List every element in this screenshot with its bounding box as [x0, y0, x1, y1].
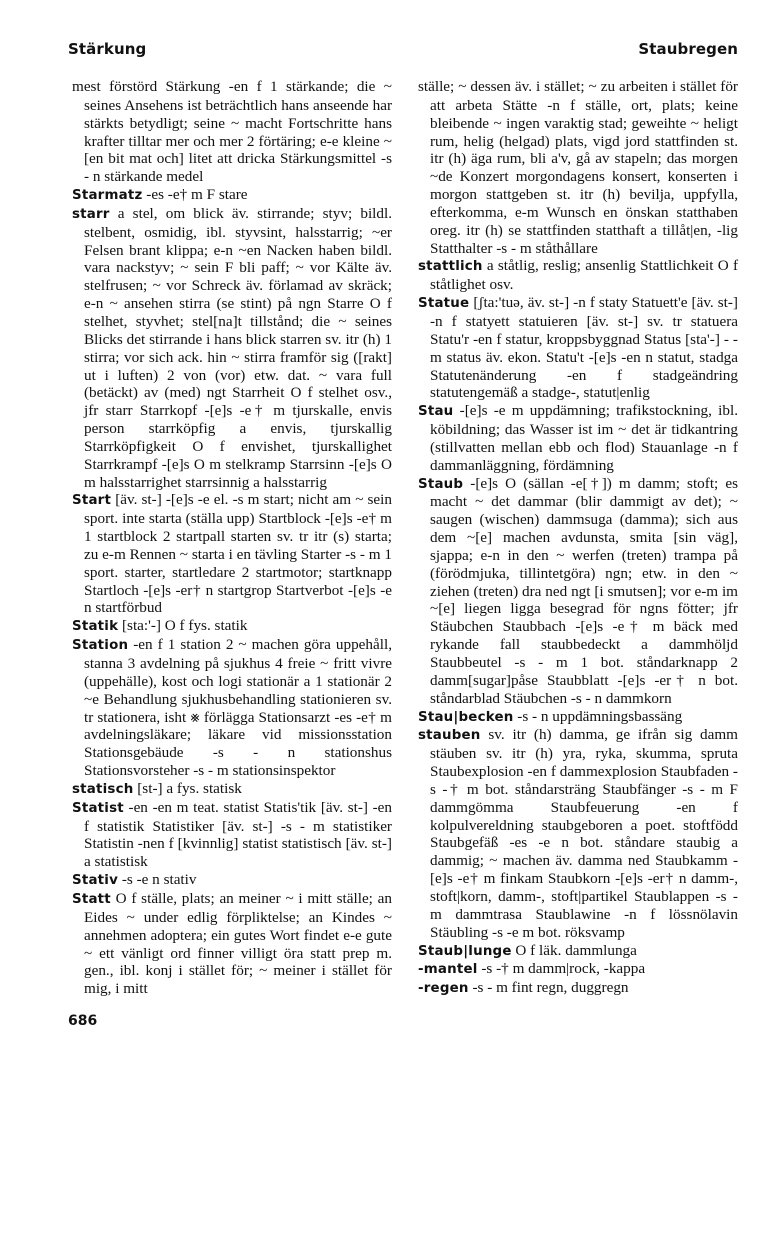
entry-text: a ståtlig, reslig; ansenlig Stattlichkeit O f ståtlighet osv.: [430, 257, 738, 294]
entry: [72, 780, 392, 799]
entry: [72, 205, 392, 492]
headword: Staub|lunge: [418, 943, 512, 959]
entry-text: -s -e n stativ: [118, 871, 197, 889]
entry-text: -s -† m damm|rock, -kappa: [477, 960, 646, 978]
entry-text: O f ställe, plats; an meiner ~ i mitt ställe; an Eides ~ under edlig förpliktelse; an Kindes ~ annehmen adoptera; ein gutes Wort findet e-e gute ~ ett vänligt ord finner villigt öra statt prep m. gen., ibl. konj i stället för; ~ meiner i stället för mig, i mitt: [84, 889, 392, 998]
entry-text: -en -en m teat. statist Statis'tik [äv. st-] -en f statistik Statistiker [äv. st-] -s - m statistiker Statistin -nen f [kvinnlig] statist statistisch [äv. st-] a statistisk: [84, 798, 392, 871]
entry-text: -s - n uppdämningsbassäng: [513, 707, 683, 725]
entry: [72, 78, 392, 186]
entry: [418, 402, 738, 474]
entry-text: ställe; ~ dessen äv. i stället; ~ zu arbeiten i stället för att arbeta Stätte -n f ställe, ort, plats; keine bleibende ~ ingen varaktig stad; geweihte ~ heligt rum, helig (helgad) plats, vigd jord stattfinden st. itr (h) äga rum, bli a'v, gå av stapeln; das morgen ~de Konzert morgondagens konsert, konserten i morgon stattgeben st. itr (h) bevilja, uppfylla, efterkomma, e-m Wunsch en önskan statthaben oreg. itr (h) se stattfinden statthaft a tillåt|en, -lig Statthalter -s - m ståthållare: [418, 78, 738, 257]
headword: statisch: [72, 781, 134, 797]
entry: [72, 491, 392, 617]
entry: [72, 890, 392, 998]
headword: Starmatz: [72, 188, 143, 204]
entry: [72, 799, 392, 871]
entry-text: [äv. st-] -[e]s -e el. -s m start; nicht am ~ sein sport. inte starta (ställa upp) Startblock -[e]s -e† m 1 startblock 2 startpall starten sv. tr itr (s) starta; zu e-m Rennen ~ starta i en tävling Starter -s - m 1 sport. starter, startledare 2 startmotor; startknapp Startloch -[e]s -er† n startgrop Startverbot -[e]s -e n startförbud: [84, 491, 392, 617]
headword: Statue: [418, 296, 470, 312]
entry-text: a stel, om blick äv. stirrande; styv; bildl. stelbent, osmidig, ibl. styvsint, halsstarrig; ~er Felsen brant klippa; e-n ~en Nacken haben bildl. vara nackstyv; ~ sein F bli paff; ~ vor Kälte äv. stelfrusen; ~ vor Schreck äv. förlamad av skräck; e-n ~ ansehen stirra (se stint) på ngn Starre O f stelhet, styvhet; stel[na]t tillstånd; die ~ seines Blicks det stirrande i hans blick starren sv. itr (h) 1 stirra; vor sich ack. hin ~ stirra framför sig ([rakt] ut i luften) 2 von (vor) etw. dat. ~ vara full (betäckt) av (med) ngt Starrheit O f stelhet osv., jfr starr Starrkopf -[e]s -e† m tjurskalle, envis person starrköpfig a envis, tjurskallig Starrköpfigkeit O f envishet, tjurskallighet Starrkrampf -[e]s O m stelkramp Starrsinn -[e]s O m halsstarrighet starrsinnig a halsstarrig: [84, 204, 392, 491]
entry: [418, 726, 738, 941]
headword: Stau: [418, 404, 454, 420]
entry: [418, 960, 738, 979]
entry-text: sv. itr (h) damma, ge ifrån sig damm stäuben sv. itr (h) yra, ryka, skumma, spruta Staubexplosion -en f dammexplosion Staubfaden -s -† m bot. ståndarsträng Staubfänger -s - m F dammgömma Staubfeuerung -en f kolpulvereldning staubgeboren a poet. stoftfödd Staubgefäß -es -e n bot. ståndare staubig a dammig; ~ machen äv. damma ned Staubkamm -[e]s -e† m finkam Staubkorn -[e]s -er† n damm-, stoft|korn, damm-, stoft|partikel Staublappen -s - m dammtrasa Staublawine -n f lössnölavin Stäubling -s -e m bot. röksvamp: [430, 726, 738, 941]
entry: [418, 475, 738, 708]
right-column: [418, 78, 738, 998]
entry: [418, 294, 738, 402]
headword: Start: [72, 493, 112, 509]
headword: Statt: [72, 891, 111, 907]
entry-text: [sta:'-] O f fys. statik: [118, 617, 248, 635]
entry: [418, 979, 738, 998]
page-number: 686: [68, 1013, 98, 1029]
headword: Staub: [418, 476, 464, 492]
entry-text: -[e]s O (sällan -e[†]) m damm; stoft; es macht ~ det dammar (blir dammigt av det); ~ saugen (wischen) dammsuga (damma); sich aus dem ~[e] machen avdunsta, smita [sin väg], sjappa; e-n in den ~ werfen (treten) trampa på (förödmjuka, tillintetgöra) ngn; etw. in den ~ ziehen (treten) dra ned ngt [i smutsen]; vor e-m im ~[e] liegen ligga besegrad för ngns fötter; jfr Stäubchen Staubbach -[e]s -e† m bäck med rykande fall staubbedeckt a dammhöljd Staubbeutel -s - m 1 bot. ståndarknapp 2 damm[sugar]påse Staubblatt -[e]s -er† n bot. ståndarblad Stäubchen -s - n dammkorn: [430, 474, 738, 707]
headword: Stau|becken: [418, 709, 514, 725]
entry: [418, 708, 738, 727]
entry-text: -[e]s -e m uppdämning; trafikstockning, ibl. köbildning; das Wasser ist im ~ det är tidkantring (stillvatten mellan ebb och flod) Stauanlage -n f dammanläggning, fördämning: [430, 402, 738, 474]
entry: [418, 78, 738, 257]
entry-text: [st-] a fys. statisk: [133, 779, 242, 797]
entry: [418, 942, 738, 961]
entry-text: [ʃta:'tuə, äv. st-] -n f staty Statuett'e [äv. st-] -n f statyett statuieren [äv. st-] sv. tr statuera Statu'r -en f statur, kroppsbyggnad Status [sta'-] - - m status äv. ekon. Statu't -[e]s -en n statut, stadga Statutenänderung -en f stadgeändring statutengemäß a stadge-, statut|enlig: [430, 294, 738, 402]
headword: Statik: [72, 619, 119, 635]
running-head-right: Staubregen: [638, 40, 738, 58]
headword: Stativ: [72, 873, 119, 889]
entry: [72, 636, 392, 780]
headword: -regen: [418, 981, 469, 997]
entry-text: -en f 1 station 2 ~ machen göra uppehåll, stanna 3 avdelning på sjukhus 4 freie ~ fritt vivre (uppehälle), kost och logi stationär a 1 stationär 2 ~e Behandlung sjukhusbehandling stationieren sv. tr stationera, isht ⨳ förlägga Stationsarzt -es -e† m avdelningsläkare; läkare vid missionsstation Stationsgebäude -s - n stationshus Stationsvorsteher -s - m stationsinspektor: [84, 636, 392, 780]
entry: [418, 257, 738, 294]
entry: [72, 871, 392, 890]
entry-text: mest förstörd Stärkung -en f 1 stärkande; die ~ seines Ansehens ist beträchtlich hans anseende har stärkts betydligt; seine ~ macht Fortschritte hans krafter tilltar mer och mer 2 förtäring; e-e kleine ~ [en bit mat och] litet att dricka Stärkungsmittel -s - n stärkande medel: [72, 78, 392, 186]
headword: Station: [72, 638, 129, 654]
entry: [72, 617, 392, 636]
headword: Statist: [72, 800, 124, 816]
running-head-left: Stärkung: [68, 40, 147, 58]
headword: stauben: [418, 728, 481, 744]
entry-text: O f läk. dammlunga: [511, 941, 637, 959]
headword: stattlich: [418, 259, 483, 275]
headword: starr: [72, 206, 110, 222]
left-column: [72, 78, 392, 998]
entry: [72, 186, 392, 205]
headword: -mantel: [418, 962, 478, 978]
entry-text: -es -e† m F stare: [142, 186, 248, 204]
entry-text: -s - m fint regn, duggregn: [468, 979, 629, 997]
